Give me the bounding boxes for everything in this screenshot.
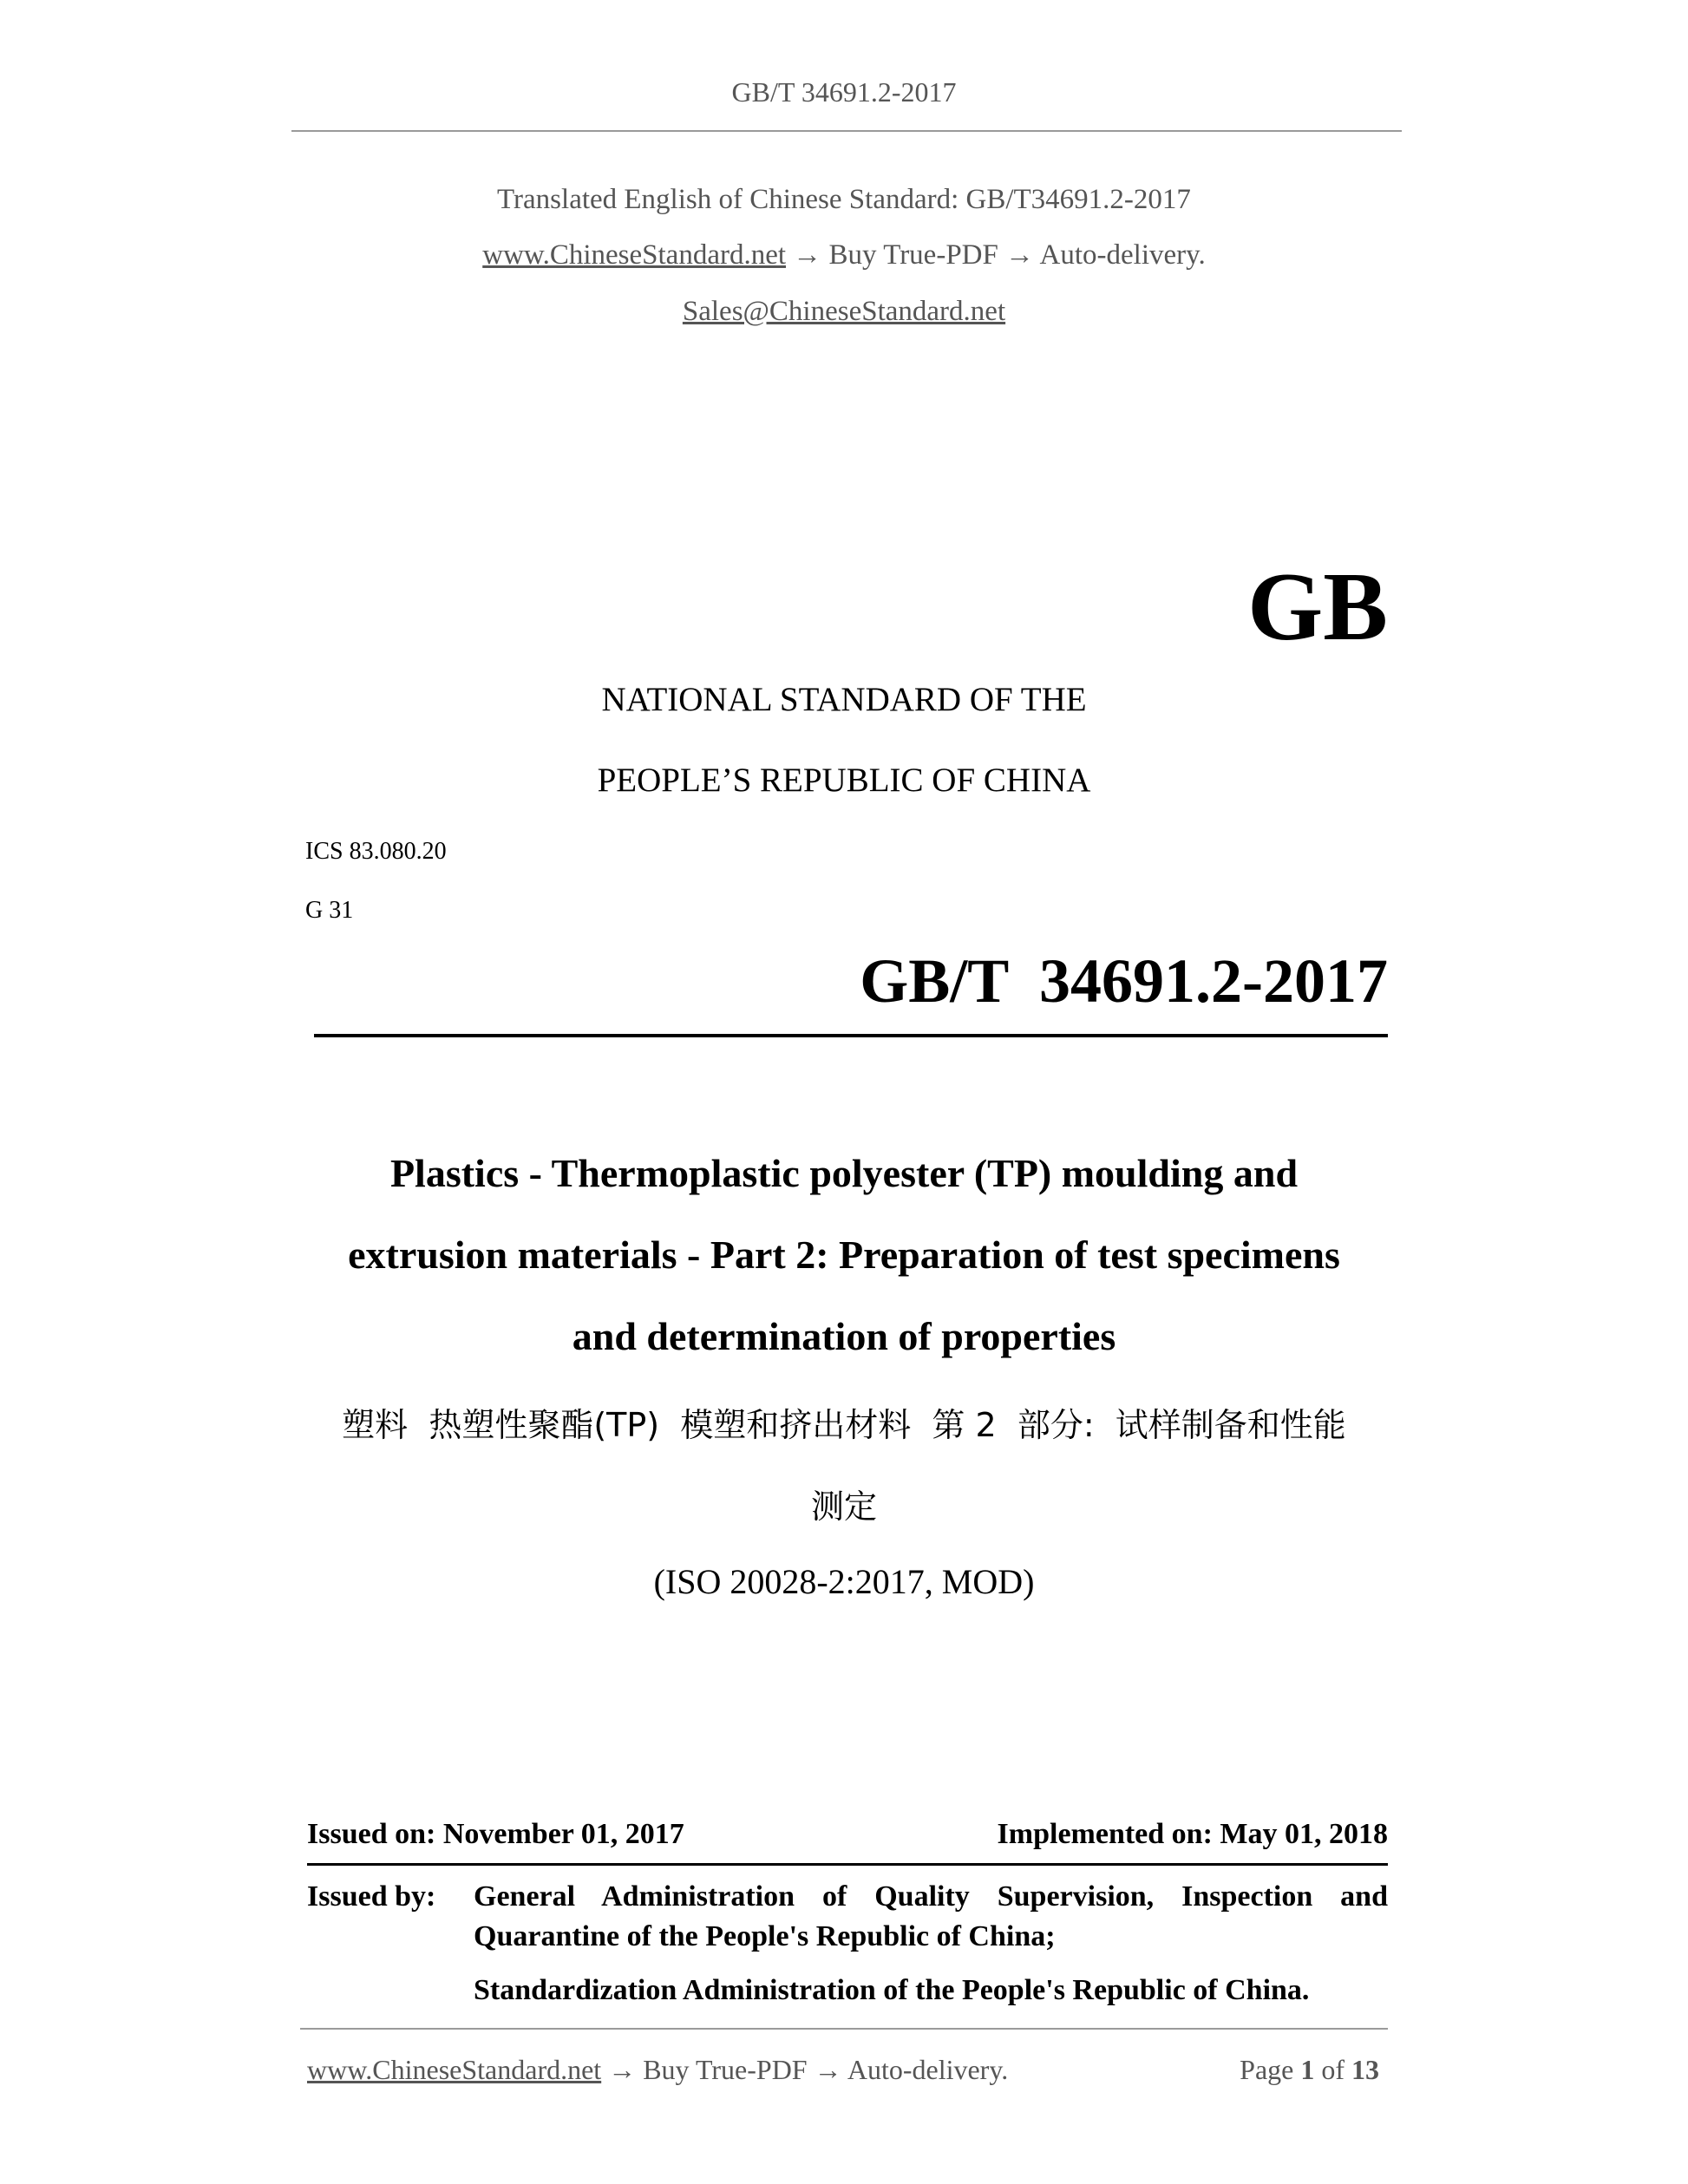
sales-email-link[interactable]: Sales@ChineseStandard.net — [682, 296, 1006, 327]
running-header: GB/T 34691.2-2017 — [731, 76, 957, 108]
implemented-on-date: Implemented on: May 01, 2018 — [997, 1818, 1388, 1850]
ics-code: ICS 83.080.20 — [305, 838, 447, 865]
standard-number-rule — [314, 1034, 1388, 1037]
translated-line: Translated English of Chinese Standard: GB/T34691.2-2017 — [497, 184, 1191, 215]
buy-text: → Buy True-PDF → Auto-delivery. — [793, 239, 1206, 271]
current-page: 1 — [1300, 2054, 1315, 2085]
dates-rule — [307, 1863, 1388, 1866]
issuer-line: Standardization Administration of the People's Republic of China. — [474, 1974, 1310, 2006]
ccs-code: G 31 — [305, 897, 354, 924]
page-indicator — [1128, 2054, 1379, 2086]
header-rule — [291, 130, 1402, 132]
sales-line — [0, 296, 1688, 328]
issuer-line: General Administration of Quality Supervision, Inspection and — [474, 1880, 1388, 1913]
footer-buy-text: → Buy True-PDF → Auto-delivery. — [608, 2054, 1009, 2085]
issued-on-date: Issued on: November 01, 2017 — [307, 1818, 684, 1850]
adoption-note: (ISO 20028-2:2017, MOD) — [653, 1562, 1035, 1601]
issuer-line: Quarantine of the People's Republic of China; — [474, 1920, 1056, 1952]
english-title-line: and determination of properties — [572, 1314, 1116, 1358]
footer-promo — [307, 2054, 1008, 2086]
standard-number: GB/T 34691.2-2017 — [860, 946, 1388, 1016]
promo-line — [0, 239, 1688, 271]
footer-rule — [300, 2028, 1388, 2030]
national-standard-line: NATIONAL STANDARD OF THE — [601, 681, 1087, 718]
total-pages: 13 — [1351, 2054, 1379, 2085]
footer-site-link[interactable]: www.ChineseStandard.net — [307, 2054, 602, 2085]
gb-logo: GB — [1247, 553, 1388, 661]
chinese-title-line: 测定 — [810, 1488, 877, 1526]
chinese-title-line: 塑料 热塑性聚酯(TP) 模塑和挤出材料 第 2 部分: 试样制备和性能 — [342, 1406, 1346, 1444]
page-word: Page — [1240, 2054, 1294, 2085]
site-link[interactable]: www.ChineseStandard.net — [482, 239, 787, 271]
english-title-line: Plastics - Thermoplastic polyester (TP) moulding and — [389, 1151, 1299, 1195]
english-title-line: extrusion materials - Part 2: Preparation of test specimens — [348, 1233, 1340, 1277]
country-line: PEOPLE’S REPUBLIC OF CHINA — [597, 762, 1091, 799]
issued-by-label: Issued by: — [307, 1880, 436, 1913]
of-word: of — [1321, 2054, 1345, 2085]
